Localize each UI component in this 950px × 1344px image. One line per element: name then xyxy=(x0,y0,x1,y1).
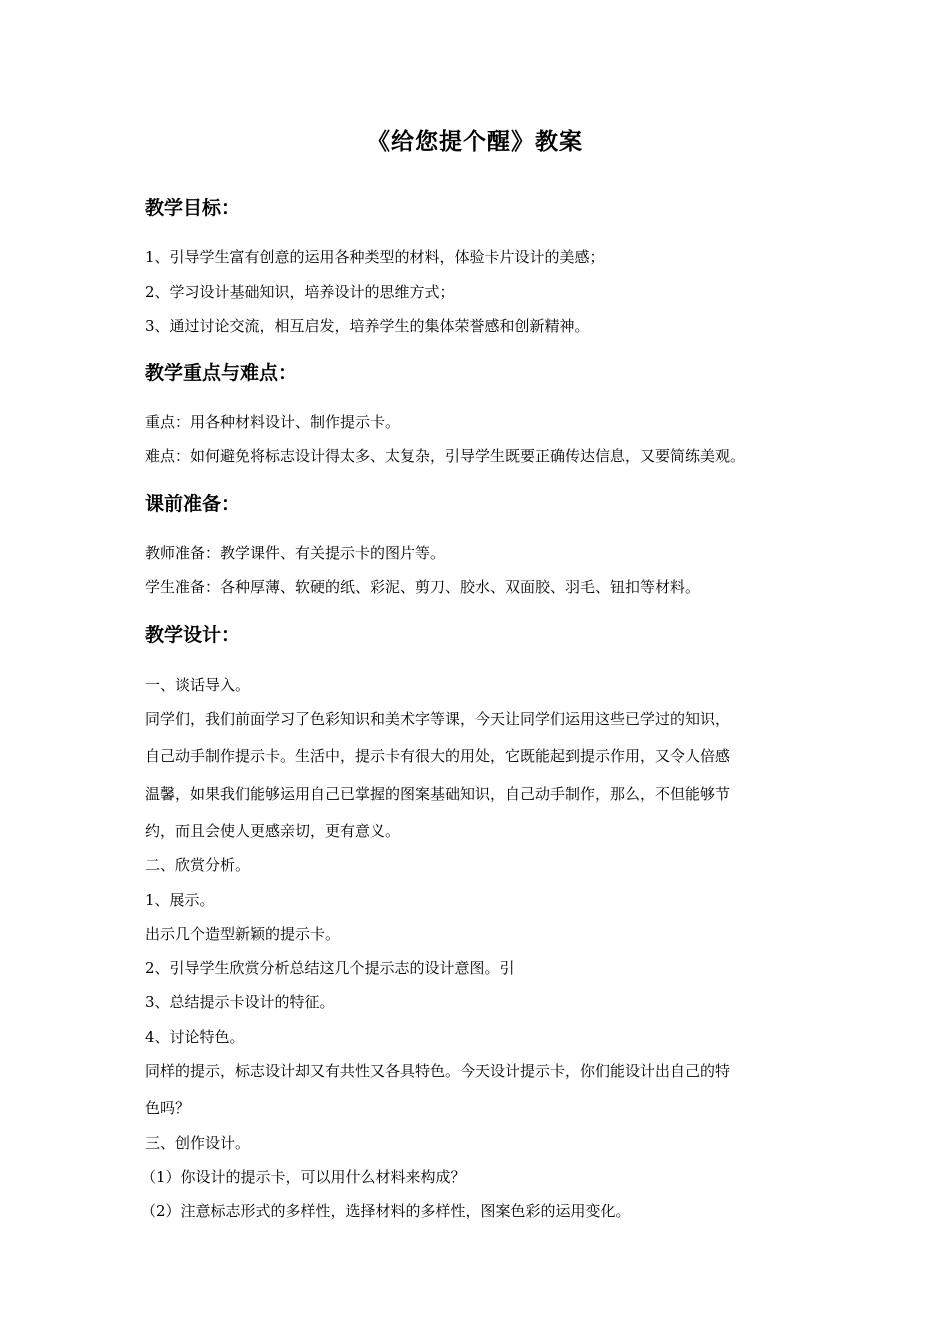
heading-design: 教学设计： xyxy=(145,624,241,646)
heading-key-points: 教学重点与难点： xyxy=(145,362,298,384)
design-line-13: 色吗？ xyxy=(145,1099,191,1117)
preparation-item-2: 学生准备：各种厚薄、软硬的纸、彩泥、剪刀、胶水、双面胶、羽毛、钮扣等材料。 xyxy=(145,578,701,596)
heading-preparation: 课前准备： xyxy=(145,493,241,515)
design-line-4: 温馨，如果我们能够运用自己已掌握的图案基础知识，自己动手制作，那么，不但能够节 xyxy=(145,785,731,803)
objective-item-1: 1、引导学生富有创意的运用各种类型的材料，体验卡片设计的美感； xyxy=(145,248,605,266)
design-line-1: 一、谈话导入。 xyxy=(145,676,251,694)
design-line-8: 出示几个造型新颖的提示卡。 xyxy=(145,925,341,943)
design-line-12: 同样的提示，标志设计却又有共性又各具特色。今天设计提示卡，你们能设计出自己的特 xyxy=(145,1062,731,1080)
design-line-10: 3、总结提示卡设计的特征。 xyxy=(145,993,335,1011)
design-line-15: （1）你设计的提示卡，可以用什么材料来构成？ xyxy=(141,1168,466,1186)
objective-item-2: 2、学习设计基础知识，培养设计的思维方式； xyxy=(145,283,455,301)
design-line-5: 约，而且会使人更感亲切，更有意义。 xyxy=(145,822,401,840)
design-line-2: 同学们，我们前面学习了色彩知识和美术字等课，今天让同学们运用这些已学过的知识， xyxy=(145,710,731,728)
key-point-item-1: 重点：用各种材料设计、制作提示卡。 xyxy=(145,413,401,431)
design-line-14: 三、创作设计。 xyxy=(145,1134,251,1152)
heading-objectives: 教学目标： xyxy=(145,197,241,219)
design-line-16: （2）注意标志形式的多样性，选择材料的多样性，图案色彩的运用变化。 xyxy=(141,1202,631,1220)
design-line-7: 1、展示。 xyxy=(145,891,215,909)
key-point-item-2: 难点：如何避免将标志设计得太多、太复杂，引导学生既要正确传达信息，又要简练美观。 xyxy=(145,447,746,465)
design-line-9: 2、引导学生欣赏分析总结这几个提示志的设计意图。引 xyxy=(145,959,515,977)
preparation-item-1: 教师准备：教学课件、有关提示卡的图片等。 xyxy=(145,544,446,562)
design-line-3: 自己动手制作提示卡。生活中，提示卡有很大的用处，它既能起到提示作用，又令人倍感 xyxy=(145,747,731,765)
objective-item-3: 3、通过讨论交流，相互启发，培养学生的集体荣誉感和创新精神。 xyxy=(145,317,590,335)
design-line-11: 4、讨论特色。 xyxy=(145,1028,245,1046)
document-title: 《给您提个醒》教案 xyxy=(367,128,583,155)
design-line-6: 二、欣赏分析。 xyxy=(145,856,251,874)
